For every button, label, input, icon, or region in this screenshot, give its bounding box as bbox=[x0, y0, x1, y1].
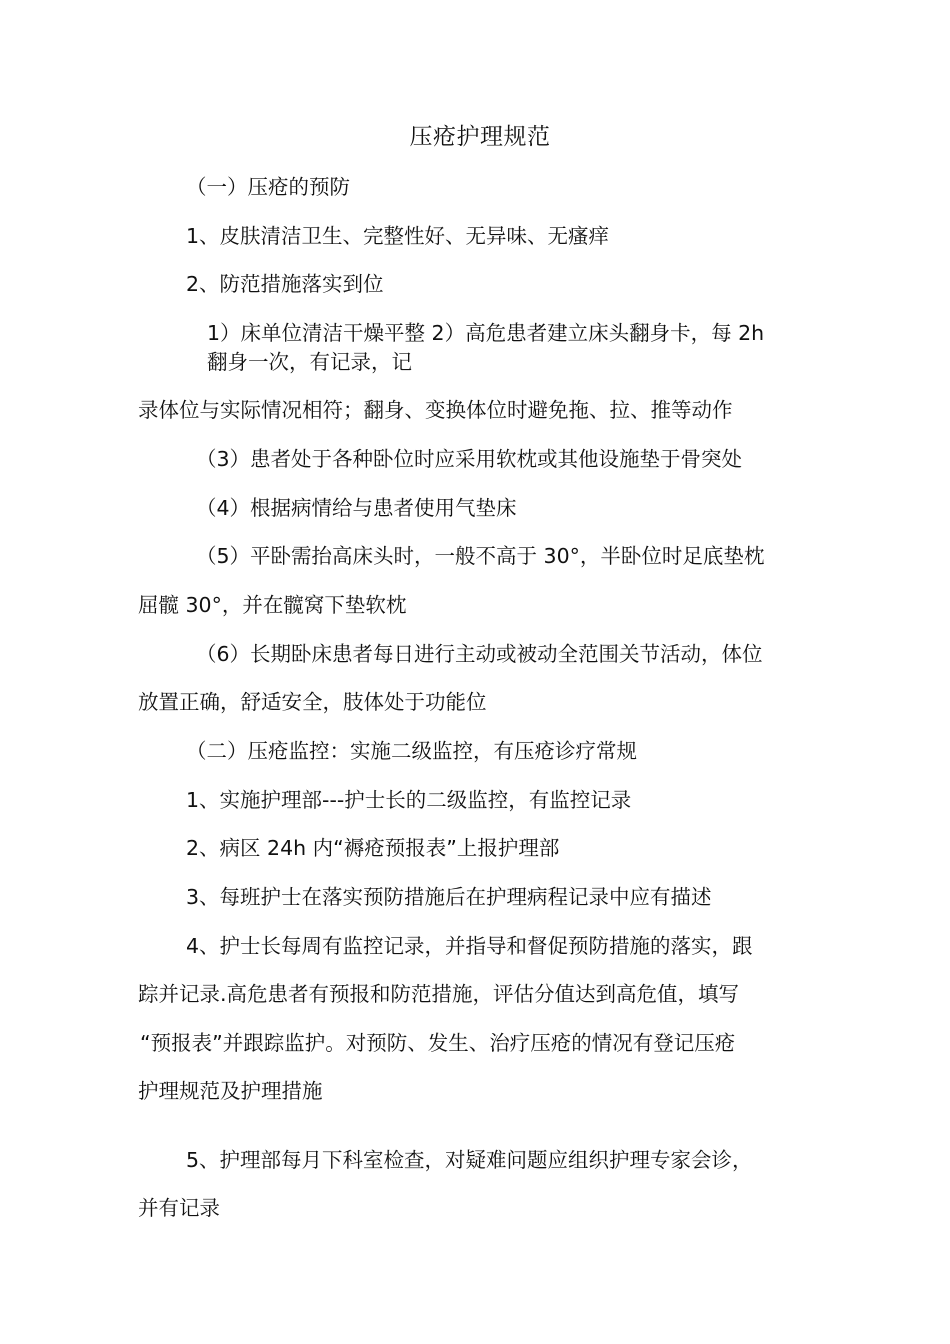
paragraph-line: （3）患者处于各种卧位时应采用软枕或其他设施垫于骨突处 bbox=[196, 447, 743, 471]
paragraph-line: 1）床单位清洁干燥平整 2）高危患者建立床头翻身卡，每 2h bbox=[207, 321, 765, 345]
paragraph-line: 1、皮肤清洁卫生、完整性好、无异味、无瘙痒 bbox=[186, 224, 610, 248]
paragraph-line: 屈髋 30°，并在髋窝下垫软枕 bbox=[138, 593, 407, 617]
section-heading-monitoring: （二）压疮监控：实施二级监控，有压疮诊疗常规 bbox=[186, 739, 637, 763]
paragraph-line: 翻身一次，有记录，记 bbox=[207, 350, 412, 374]
paragraph-line: 踪并记录.高危患者有预报和防范措施，评估分值达到高危值，填写 bbox=[138, 982, 740, 1006]
paragraph-line: 4、护士长每周有监控记录，并指导和督促预防措施的落实，跟 bbox=[186, 934, 753, 958]
paragraph-line: 3、每班护士在落实预防措施后在护理病程记录中应有描述 bbox=[186, 885, 712, 909]
document-title: 压疮护理规范 bbox=[409, 124, 551, 150]
paragraph-line: 录体位与实际情况相符；翻身、变换体位时避免拖、拉、推等动作 bbox=[138, 398, 733, 422]
paragraph-line: 5、护理部每月下科室检查，对疑难问题应组织护理专家会诊， bbox=[186, 1148, 753, 1172]
paragraph-line: （4）根据病情给与患者使用气垫床 bbox=[196, 496, 517, 520]
paragraph-line: 放置正确，舒适安全，肢体处于功能位 bbox=[138, 690, 487, 714]
paragraph-line: 1、实施护理部---护士长的二级监控，有监控记录 bbox=[186, 788, 632, 812]
paragraph-line: （6）长期卧床患者每日进行主动或被动全范围关节活动，体位 bbox=[196, 642, 763, 666]
section-heading-prevention: （一）压疮的预防 bbox=[186, 175, 350, 199]
paragraph-line: （5）平卧需抬高床头时，一般不高于 30°，半卧位时足底垫枕 bbox=[196, 544, 765, 568]
paragraph-line: “预报表”并跟踪监护。对预防、发生、治疗压疮的情况有登记压疮 bbox=[140, 1031, 736, 1055]
paragraph-line: 并有记录 bbox=[138, 1196, 220, 1220]
paragraph-line: 护理规范及护理措施 bbox=[138, 1079, 323, 1103]
paragraph-line: 2、病区 24h 内“褥疮预报表”上报护理部 bbox=[186, 836, 560, 860]
paragraph-line: 2、防范措施落实到位 bbox=[186, 272, 384, 296]
